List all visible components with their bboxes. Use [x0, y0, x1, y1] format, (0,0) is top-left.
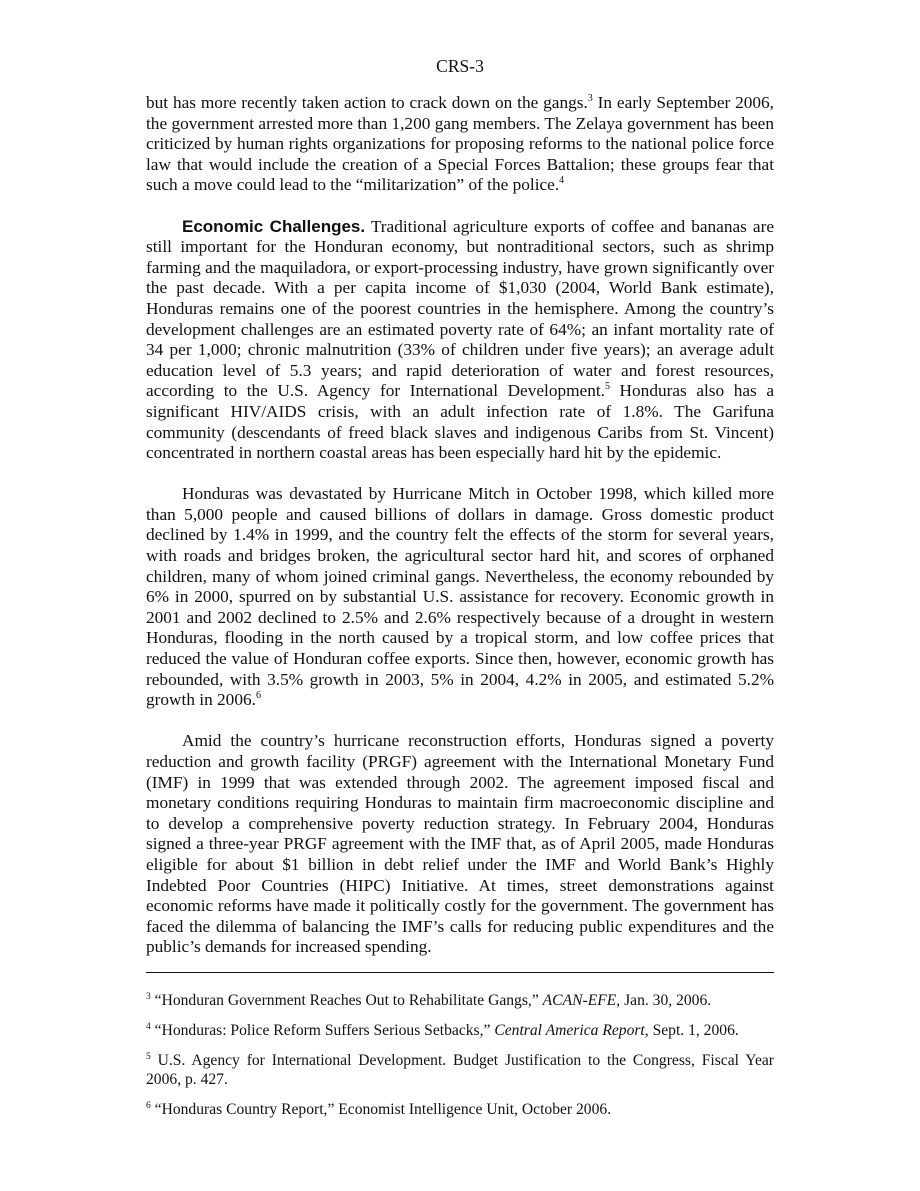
footnote-text: , Sept. 1, 2006.: [644, 1022, 739, 1039]
footnote-ref-3[interactable]: 3: [587, 93, 593, 105]
paragraph-text: but has more recently taken action to crack down on the gangs.: [146, 93, 588, 112]
footnote-5: [146, 1051, 774, 1089]
footnote-source: ACAN-EFE: [542, 992, 617, 1009]
footnotes: [146, 991, 774, 1130]
footnote-number: 3: [146, 991, 151, 1002]
paragraph-text: Honduras also has a significant HIV/AIDS crisis, with an adult infection rate of 1.8%. The Garifuna community (descendants of freed black slaves and indigenous Caribs from St. Vincent) concentrated in northern coastal areas has been especially hard hit by the epidemic.: [146, 381, 774, 463]
footnote-divider: [146, 972, 774, 973]
paragraph-text: Honduras was devastated by Hurricane Mitch in October 1998, which killed more than 5,000 people and caused billions of dollars in damage. Gross domestic product declined by 1.4% in 1999, and the country felt the effects of the storm for several years, with roads and bridges broken, the agricultural sector hard hit, and scores of orphaned children, many of whom joined criminal gangs. Nevertheless, the economy rebounded by 6% in 2000, spurred on by substantial U.S. assistance for recovery. Economic growth in 2001 and 2002 declined to 2.5% and 2.6% respectively because of a drought in western Honduras, flooding in the north caused by a tropical storm, and low coffee prices that reduced the value of Honduran coffee exports. Since then, however, economic growth has rebounded, with 3.5% growth in 2003, 5% in 2004, 4.2% in 2005, and estimated 5.2% growth in 2006.: [146, 484, 774, 710]
footnote-4: [146, 1021, 774, 1040]
paragraph-imf-agreement: [146, 731, 774, 958]
paragraph-hurricane-mitch: [146, 484, 774, 711]
footnote-text: “Honduras Country Report,” Economist Intelligence Unit, October 2006.: [150, 1101, 612, 1118]
footnote-ref-4[interactable]: 4: [559, 175, 565, 187]
footnote-text: “Honduras: Police Reform Suffers Serious Setbacks,”: [150, 1022, 495, 1039]
section-heading-economic-challenges: Economic Challenges.: [182, 216, 366, 236]
footnote-3: [146, 991, 774, 1010]
footnote-source: Central America Report: [494, 1022, 645, 1039]
footnote-number: 6: [146, 1100, 151, 1111]
footnote-ref-6[interactable]: 6: [255, 690, 261, 702]
paragraph-text: Amid the country’s hurricane reconstruction efforts, Honduras signed a poverty reduction and growth facility (PRGF) agreement with the International Monetary Fund (IMF) in 1999 that was extended through 2002. The agreement imposed fiscal and monetary conditions requiring Honduras to maintain firm macroeconomic discipline and to develop a comprehensive poverty reduction strategy. In February 2004, Honduras signed a three-year PRGF agreement with the IMF that, as of April 2005, made Honduras eligible for about $1 billion in debt relief under the IMF and World Bank’s Highly Indebted Poor Countries (HIPC) Initiative. At times, street demonstrations against economic reforms have made it politically costly for the government. The government has faced the dilemma of balancing the IMF’s calls for reducing public expenditures and the public’s demands for increased spending.: [146, 731, 774, 957]
footnote-text: , Jan. 30, 2006.: [616, 992, 712, 1009]
footnote-number: 5: [146, 1051, 151, 1062]
footnote-ref-5[interactable]: 5: [605, 381, 610, 393]
footnote-text: U.S. Agency for International Development. Budget Justification to the Congress, Fiscal Year 2006, p. 427.: [146, 1052, 774, 1088]
paragraph-text: In early September 2006, the government arrested more than 1,200 gang members. The Zelaya government has been criticized by human rights organizations for proposing reforms to the national police force law that would include the creation of a Special Forces Battalion; these groups fear that such a move could lead to the “militarization” of the police.: [146, 93, 774, 195]
paragraph-economic-challenges: [146, 217, 774, 464]
paragraph-gangs: [146, 93, 774, 196]
footnote-6: [146, 1100, 774, 1119]
footnote-text: “Honduran Government Reaches Out to Rehabilitate Gangs,”: [150, 992, 543, 1009]
page-number-header: CRS-3: [436, 56, 484, 76]
footnote-number: 4: [146, 1021, 151, 1032]
paragraph-text: Traditional agriculture exports of coffee and bananas are still important for the Honduran economy, but nontraditional sectors, such as shrimp farming and the maquiladora, or export-processing industry, have grown significantly over the past decade. With a per capita income of $1,030 (2004, World Bank estimate), Honduras remains one of the poorest countries in the hemisphere. Among the country’s development challenges are an estimated poverty rate of 64%; an infant mortality rate of 34 per 1,000; chronic malnutrition (33% of children under five years); an average adult education level of 5.3 years; and rapid deterioration of water and forest resources, according to the U.S. Agency for International Development.: [146, 216, 774, 401]
body-text: [146, 93, 774, 979]
